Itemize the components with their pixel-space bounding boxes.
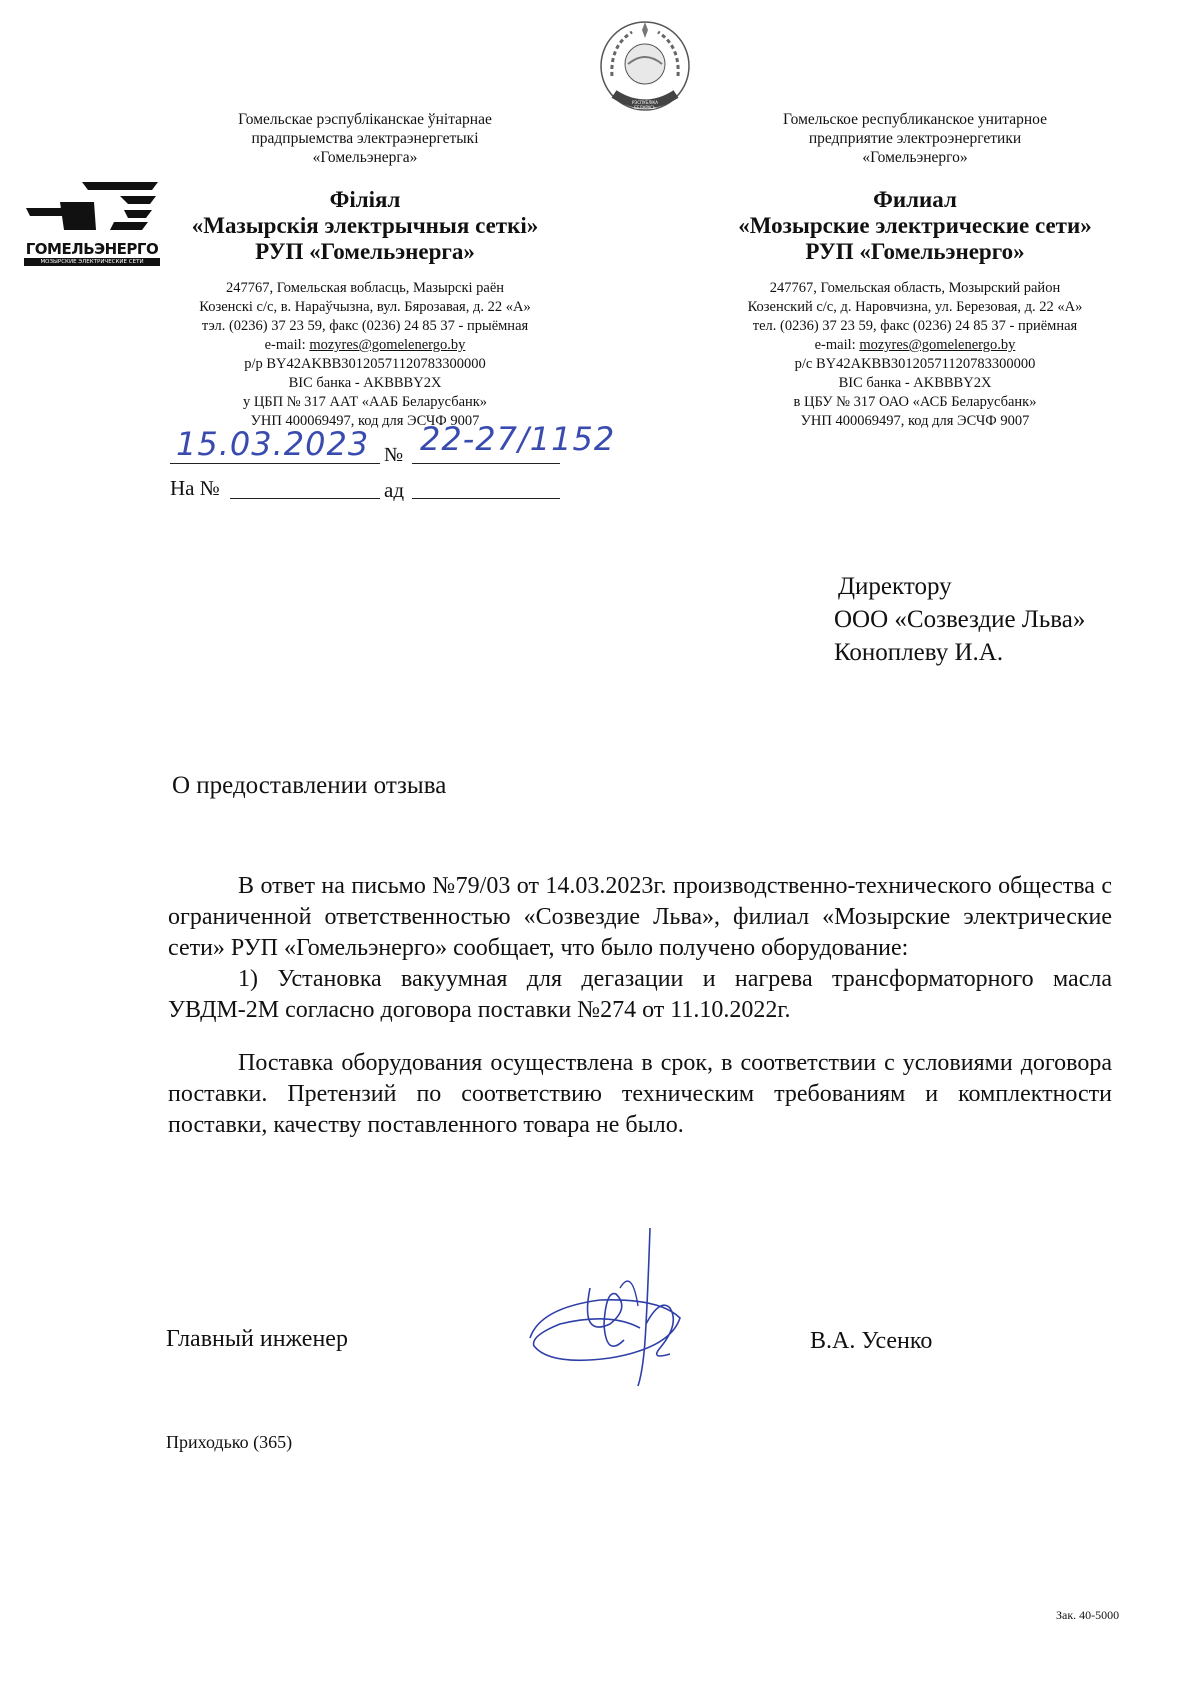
signatory-position: Главный инженер (166, 1326, 348, 1352)
detail-line: УНП 400069497, код для ЭСЧФ 9007 (250, 413, 480, 429)
org-line: «Гомельэнерга» (312, 149, 418, 166)
subject: О предоставлении отзыва (172, 772, 447, 799)
addressee-line: ООО «Созвездие Льва» (834, 606, 1086, 633)
detail-line: BIC банка - AKBBBY2X (838, 375, 992, 391)
org-line: предприятие электроэнергетики (808, 130, 1022, 147)
org-line: прадпрыемства электраэнергетыкі (251, 130, 479, 147)
email-line[interactable]: e-mail: mozyres@gomelenergo.by (264, 337, 466, 353)
details-ru (690, 279, 1140, 431)
body-paragraph: В ответ на письмо №79/03 от 14.03.2023г. производственно-технического общества с ограниченной ответственностью «Созвездие Льва», филиал «Мозырские электрические сети» РУП «Гомельэнерго» сообщает, что было получено оборудование: (168, 873, 1112, 961)
branch-line: РУП «Гомельэнерга» (255, 239, 475, 264)
state-emblem (592, 16, 698, 122)
email-link[interactable]: mozyres@gomelenergo.by (309, 337, 466, 353)
from-label: ад (384, 478, 405, 502)
detail-line: 247767, Гомельская вобласць, Мазырскі раён (225, 280, 505, 296)
addressee (834, 570, 1085, 669)
detail-line: тел. (0236) 37 23 59, факс (0236) 24 85 37 - приёмная (752, 318, 1078, 334)
logo-name: ГОМЕЛЬЭНЕРГО (25, 240, 159, 258)
detail-line: р/р BY42AKBB30120571120783300000 (244, 356, 486, 372)
reg-number-label: № (384, 444, 404, 466)
detail-line: УНП 400069497, код для ЭСЧФ 9007 (800, 413, 1030, 429)
branch-line: «Мозырские электрические сети» (738, 213, 1092, 238)
handwritten-signature (520, 1228, 720, 1388)
body-paragraph: Поставка оборудования осуществлена в срок, в соответствии с условиями договора поставки. Претензий по соответствию техническим требованиям и комплектности поставки, качеству поставленного товара не было. (168, 1050, 1112, 1138)
branch-line: «Мазырскія электрычныя сеткі» (191, 213, 539, 238)
emblem-ribbon-text: РЭСПУБЛІКА БЕЛАРУСЬ (632, 100, 658, 110)
email-line[interactable]: e-mail: mozyres@gomelenergo.by (814, 337, 1016, 353)
from-underline (412, 498, 560, 499)
email-link[interactable]: mozyres@gomelenergo.by (859, 337, 1016, 353)
details-by (140, 279, 590, 431)
branch-line: Філіял (329, 187, 401, 212)
ref-label: На № (170, 476, 220, 500)
org-line: Гомельское республиканское унитарное (783, 111, 1047, 128)
ref-underline (230, 498, 380, 499)
branch-line: Филиал (873, 187, 957, 212)
detail-line: тэл. (0236) 37 23 59, факс (0236) 24 85 37 - прыёмная (201, 318, 529, 334)
executor: Приходько (365) (166, 1432, 293, 1452)
detail-line: Козенский с/с, д. Наровчизна, ул. Березовая, д. 22 «А» (747, 299, 1083, 315)
detail-line: 247767, Гомельская область, Мозырский район (769, 280, 1061, 296)
letter-body (168, 871, 1112, 1141)
header-belarusian (140, 110, 590, 431)
header-russian (690, 110, 1140, 431)
print-order-code: Зак. 40-5000 (1056, 1608, 1120, 1622)
branch-line: РУП «Гомельэнерго» (805, 239, 1025, 264)
date-underline (170, 463, 380, 464)
addressee-line: Коноплеву И.А. (834, 639, 1004, 666)
org-line: «Гомельэнерго» (862, 149, 968, 166)
branch-name-by (140, 187, 590, 265)
branch-name-ru (690, 187, 1140, 265)
detail-line: BIC банка - AKBBBY2X (288, 375, 442, 391)
detail-line: р/с BY42AKBB30120571120783300000 (794, 356, 1036, 372)
detail-line: у ЦБП № 317 ААТ «ААБ Беларусбанк» (242, 394, 488, 410)
detail-line: Козенскі с/с, в. Нараўчызна, вул. Бярозавая, д. 22 «А» (199, 299, 531, 315)
org-name-ru (690, 110, 1140, 167)
org-name-by (140, 110, 590, 167)
addressee-line: Директору (838, 573, 952, 600)
body-list-item: 1) Установка вакуумная для дегазации и нагрева трансформаторного масла УВДМ-2М согласно договора поставки №274 от 11.10.2022г. (168, 966, 1112, 1023)
number-underline (412, 463, 560, 464)
org-line: Гомельскае рэспубліканскае ўнітарнае (238, 111, 492, 128)
signatory-name: В.А. Усенко (810, 1328, 933, 1354)
reg-number: 22-27/1152 (420, 420, 616, 458)
logo-subtitle: МОЗЫРСКИЕ ЭЛЕКТРИЧЕСКИЕ СЕТИ (24, 258, 160, 266)
detail-line: в ЦБУ № 317 ОАО «АСБ Беларусбанк» (793, 394, 1037, 410)
reg-date: 15.03.2023 (176, 425, 370, 463)
